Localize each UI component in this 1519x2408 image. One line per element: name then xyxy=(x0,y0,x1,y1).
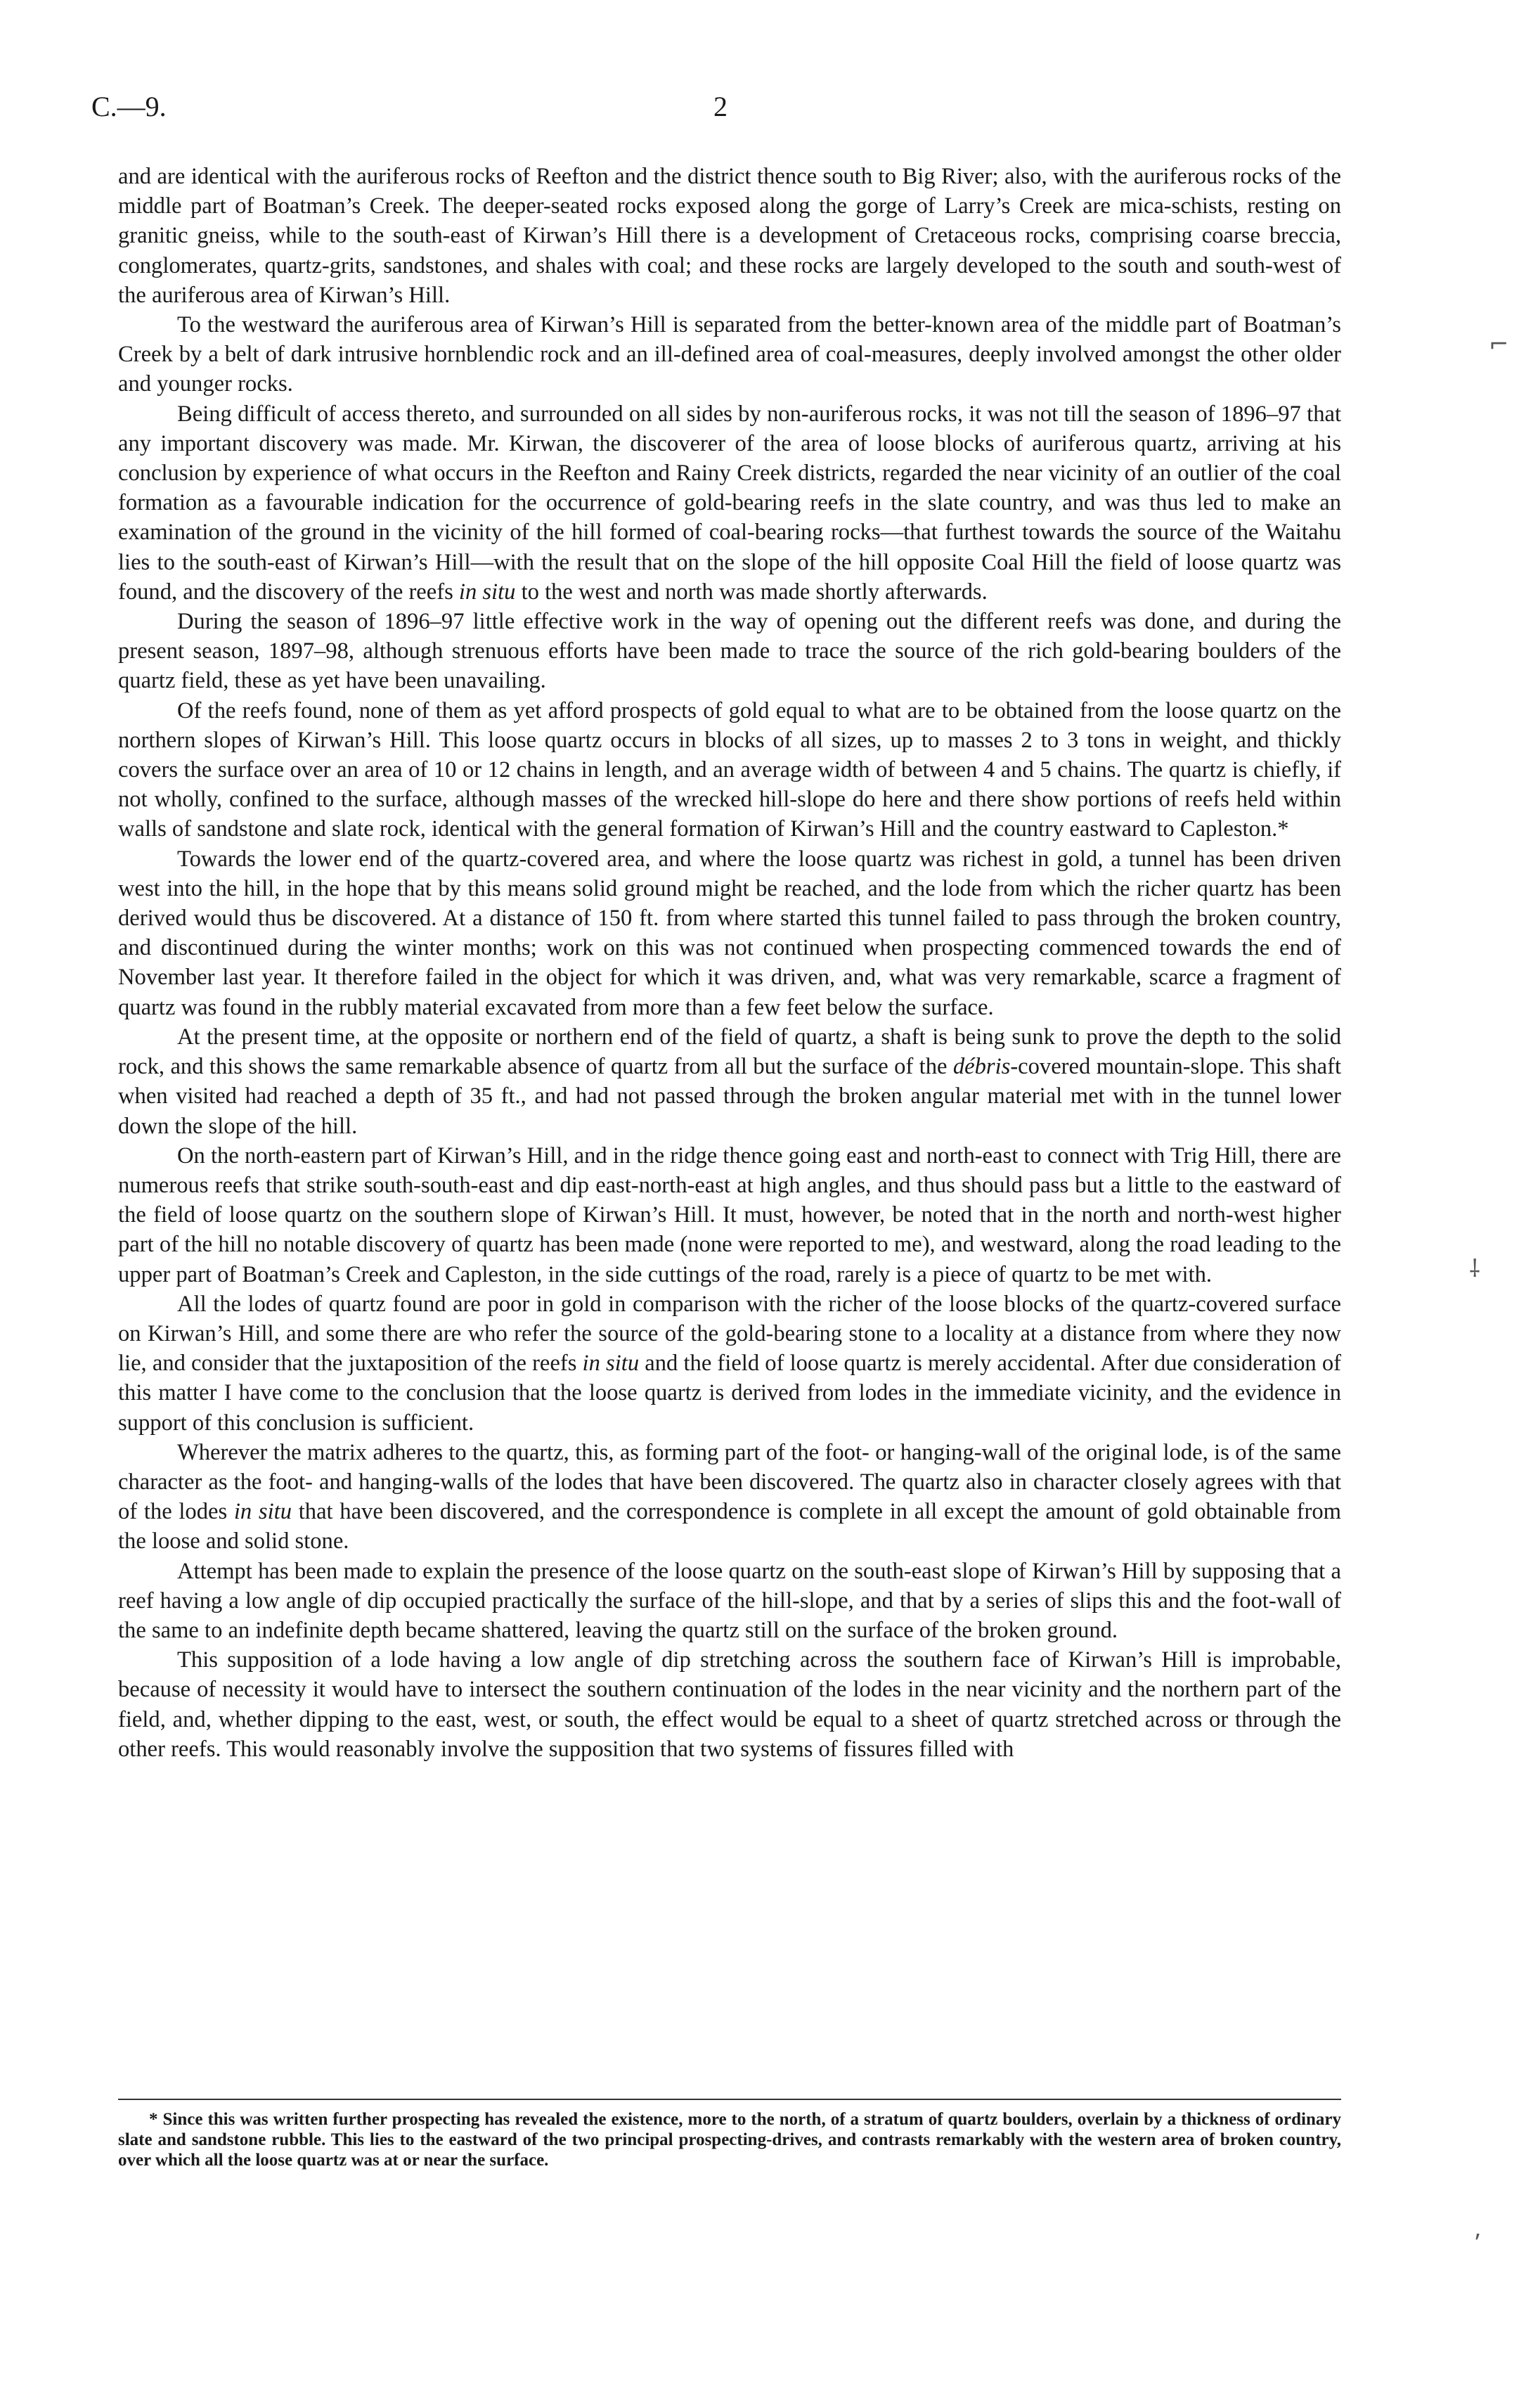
margin-mark: ⌐ xyxy=(1489,330,1509,359)
paragraph xyxy=(118,1141,1341,1289)
text-run: This supposition of a lode having a low angle of dip stretching across the southern face of Kirwan’s Hill is improbable, because of necessity it would have to intersect the southern continuation of the lodes in the near vicinity and the northern part of the field, and, whether dipping to the east, west, or south, the effect would be equal to a sheet of quartz stretched across or through the other reefs. This would reasonably involve the supposition that two systems of fissures filled with xyxy=(118,1647,1341,1762)
paragraph xyxy=(118,1557,1341,1646)
text-run: Attempt has been made to explain the presence of the loose quartz on the south-east slope of Kirwan’s Hill by supposing that a reef having a low angle of dip occupied practically the surface of the hill-slope, and that by a series of slips this and the foot-wall of the same to an indefinite depth became shattered, leaving the quartz still on the surface of the broken ground. xyxy=(118,1558,1341,1643)
italic-phrase: in situ xyxy=(458,579,516,605)
paragraph xyxy=(118,607,1341,696)
paragraph xyxy=(118,162,1341,310)
paragraph xyxy=(118,310,1341,399)
paragraph xyxy=(118,844,1341,1022)
text-run: Of the reefs found, none of them as yet afford prospects of gold equal to what are to be obtained from the loose quartz on the northern slopes of Kirwan’s Hill. This loose quartz occurs in blocks of all sizes, up to masses 2 to 3 tons in weight, and thickly covers the surface over an area of 10 or 12 chains in length, and an average width of between 4 and 5 chains. The quartz is chiefly, if not wholly, confined to the surface, although masses of the wrecked hill-slope do here and there show portions of reefs held within walls of sandstone and slate rock, identical with the general formation of Kirwan’s Hill and the country eastward to Capleston.* xyxy=(118,697,1341,842)
text-run: To the westward the auriferous area of Kirwan’s Hill is separated from the better-known area of the middle part of Boatman’s Creek by a belt of dark intrusive hornblendic rock and an ill-defined area of coal-measures, deeply involved amongst the other older and younger rocks. xyxy=(118,312,1341,397)
text-run: that have been discovered, and the correspondence is complete in all except the amount of gold obtainable from the loose and solid stone. xyxy=(118,1499,1341,1554)
paragraph xyxy=(118,1438,1341,1557)
paragraph xyxy=(118,399,1341,607)
footnote-text: * Since this was written further prospecting has revealed the existence, more to the north, of a stratum of quartz boulders, overlain by a thickness of ordinary slate and sandstone rubble. This lies to the eastward of the two principal prospecting-drives, and contrasts remarkably with the western area of broken country, over which all the loose quartz was at or near the surface. xyxy=(118,2110,1341,2170)
text-run: and are identical with the auriferous rocks of Reefton and the district thence south to Big River; also, with the auriferous rocks of the middle part of Boatman’s Creek. The deeper-seated rocks exposed along the gorge of Larry’s Creek are mica-schists, resting on granitic gneiss, while to the south-east of Kirwan’s Hill there is a development of Cretaceous rocks, comprising coarse breccia, conglomerates, quartz-grits, sandstones, and shales with coal; and these rocks are largely developed to the south and south-west of the auriferous area of Kirwan’s Hill. xyxy=(118,164,1341,308)
paragraph xyxy=(118,1022,1341,1141)
paragraph xyxy=(118,696,1341,844)
margin-mark: ⸸ xyxy=(1469,1255,1480,1283)
page-number: 2 xyxy=(713,91,728,122)
text-run: -covered mountain-slope. This shaft when visited had reached a depth of 35 ft., and had not passed through the broken angular material met with in the tunnel lower down the slope of the hill. xyxy=(118,1054,1341,1139)
document-code: C.—9. xyxy=(91,91,167,122)
text-run: All the lodes of quartz found are poor in gold in comparison with the richer of the loose blocks of the quartz-covered surface on Kirwan’s Hill, and some there are who refer the source of the gold-bearing stone to a locality at a distance from where they now lie, and consider that the juxtaposition of the reefs xyxy=(118,1291,1341,1377)
text-run: Being difficult of access thereto, and surrounded on all sides by non-auriferous rocks, it was not till the season of 1896–97 that any important discovery was made. Mr. Kirwan, the discoverer of the area of loose blocks of auriferous quartz, arriving at his conclusion by experience of what occurs in the Reefton and Rainy Creek districts, regarded the near vicinity of an outlier of the coal formation as a favourable indication for the occurrence of gold-bearing reefs in the slate country, and was thus led to make an examination of the ground in the vicinity of the hill formed of coal-bearing rocks—that furthest towards the source of the Waitahu lies to the south-east of Kirwan’s Hill—with the result that on the slope of the hill opposite Coal Hill the field of loose quartz was found, and the discovery of the reefs xyxy=(118,401,1341,605)
body-text xyxy=(118,162,1341,1764)
italic-phrase: débris xyxy=(952,1054,1011,1080)
margin-mark: ⸴ xyxy=(1475,2218,1482,2246)
text-run: Towards the lower end of the quartz-covered area, and where the loose quartz was richest in gold, a tunnel has been driven west into the hill, in the hope that by this means solid ground might be reached, and the lode from which the richer quartz has been derived would thus be discovered. At a distance of 150 ft. from where started this tunnel failed to pass through the broken country, and discontinued during the winter months; work on this was not continued when prospecting commenced towards the end of November last year. It therefore failed in the object for which it was driven, and, what was very remarkable, scarce a fragment of quartz was found in the rubbly material excavated from more than a few feet below the surface. xyxy=(118,846,1341,1020)
paragraph xyxy=(118,1289,1341,1438)
page-header xyxy=(91,90,1357,132)
text-run: At the present time, at the opposite or northern end of the field of quartz, a shaft is being sunk to prove the depth to the solid rock, and this shows the same remarkable absence of quartz from all but the surface of the xyxy=(118,1024,1341,1080)
footnote xyxy=(118,2109,1341,2170)
italic-phrase: in situ xyxy=(233,1499,292,1525)
text-run: On the north-eastern part of Kirwan’s Hill, and in the ridge thence going east and north-east to connect with Trig Hill, there are numerous reefs that strike south-south-east and dip east-north-east at high angles, and thus should pass but a little to the eastward of the field of loose quartz on the southern slope of Kirwan’s Hill. It must, however, be noted that in the north and north-west higher part of the hill no notable discovery of quartz has been made (none were reported to me), and westward, along the road leading to the upper part of Boatman’s Creek and Capleston, in the side cuttings of the road, rarely is a piece of quartz to be met with. xyxy=(118,1142,1341,1287)
text-run: During the season of 1896–97 little effective work in the way of opening out the different reefs was done, and during the present season, 1897–98, although strenuous efforts have been made to trace the source of the rich gold-bearing boulders of the quartz field, these as yet have been unavailing. xyxy=(118,609,1341,694)
footnote-divider xyxy=(118,2099,1341,2100)
text-run: and the field of loose quartz is merely accidental. After due consideration of this matter I have come to the conclusion that the loose quartz is derived from lodes in the immediate vicinity, and the evidence in support of this conclusion is sufficient. xyxy=(118,1351,1341,1436)
text-run: Wherever the matrix adheres to the quartz, this, as forming part of the foot- or hanging-wall of the original lode, is of the same character as the foot- and hanging-walls of the lodes that have been discovered. The quartz also in character closely agrees with that of the lodes xyxy=(118,1439,1341,1525)
paragraph xyxy=(118,1645,1341,1764)
text-run: to the west and north was made shortly afterwards. xyxy=(515,579,988,605)
italic-phrase: in situ xyxy=(582,1351,640,1377)
